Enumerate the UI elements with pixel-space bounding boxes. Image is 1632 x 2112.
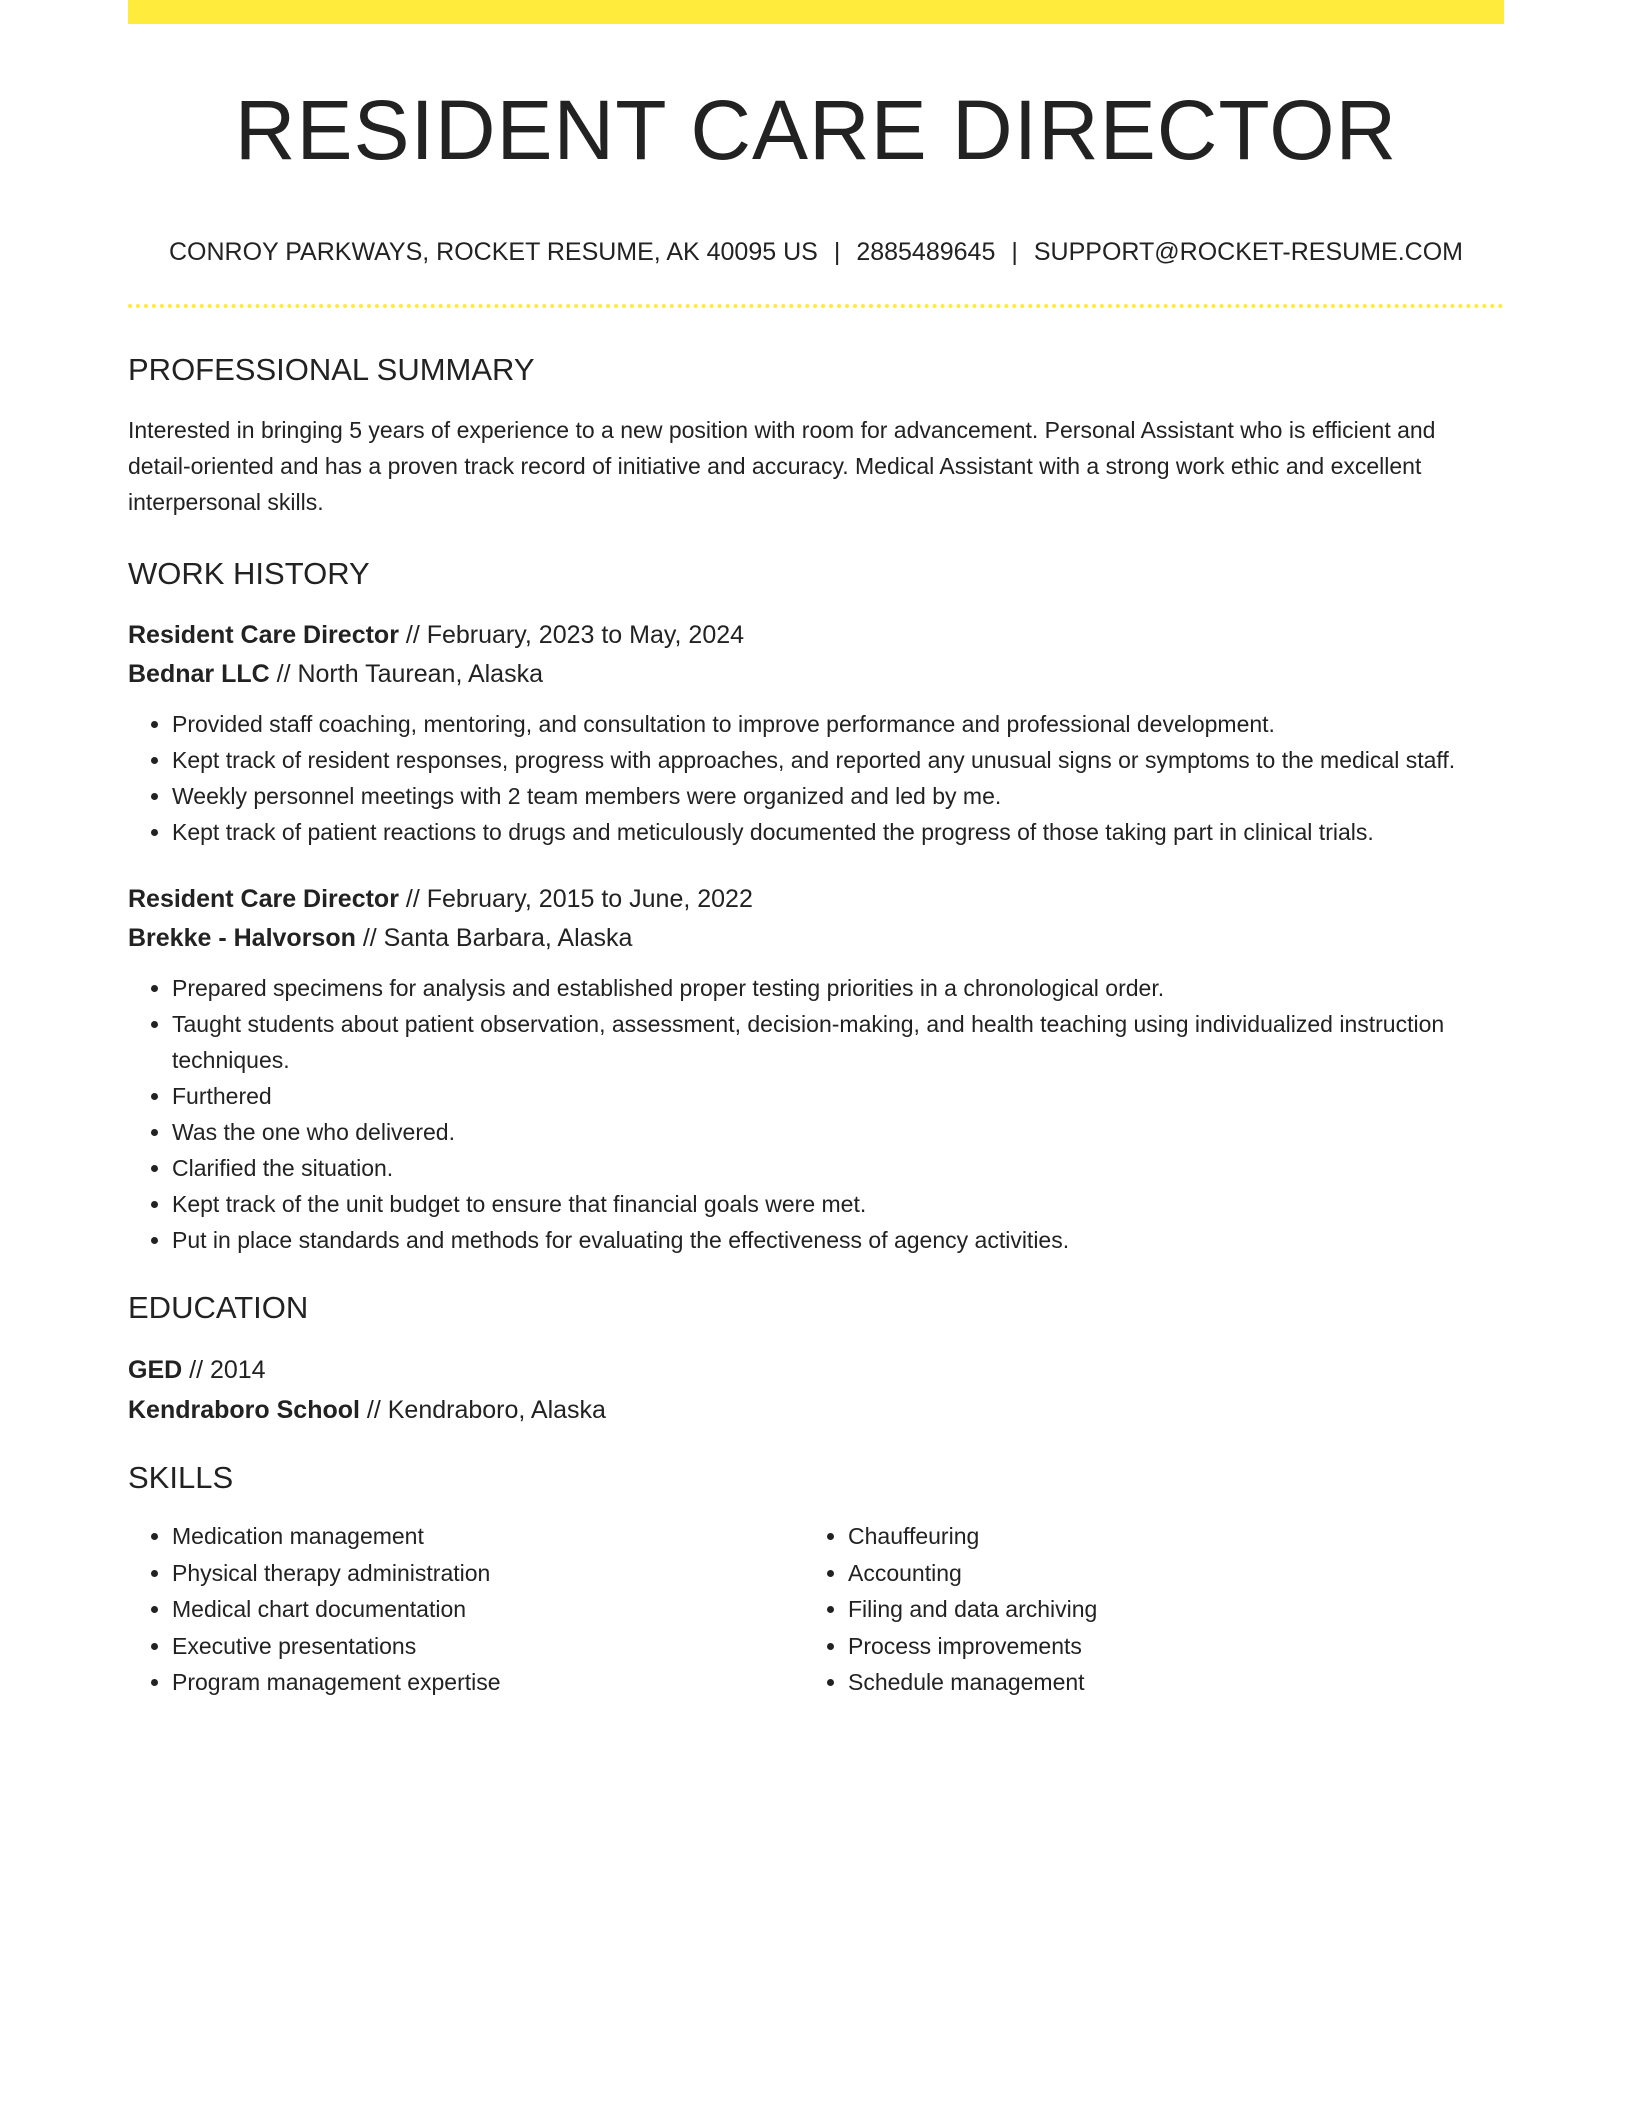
summary-text: Interested in bringing 5 years of experience to a new position with room for advancement. Personal Assistant who is efficient and detail-oriented and has a proven track record of initiative and accuracy. Medical Assistant with a strong work ethic and excellent interpersonal skills. (128, 417, 1436, 515)
skills-heading: SKILLS (128, 1460, 234, 1495)
list-item: • Process improvements (848, 1628, 1480, 1665)
list-item: • Chauffeuring (848, 1518, 1480, 1555)
job-company: Bednar LLC (128, 660, 270, 688)
education-location: // Kendraboro, Alaska (359, 1396, 606, 1424)
education-degree: GED (128, 1356, 183, 1384)
education-degree-line (128, 1350, 1504, 1390)
list-item: • Taught students about patient observation, assessment, decision-making, and health teaching using individualized instruction techniques. (172, 1006, 1504, 1078)
job-title-line (128, 880, 1504, 919)
job-company-line (128, 919, 1504, 958)
contact-line (128, 236, 1504, 268)
list-item: • Accounting (848, 1555, 1480, 1592)
list-item: • Filing and data archiving (848, 1591, 1480, 1628)
list-item: • Clarified the situation. (172, 1150, 1504, 1186)
education-school-line (128, 1390, 1504, 1430)
summary-heading: PROFESSIONAL SUMMARY (128, 352, 535, 387)
list-item: • Furthered (172, 1078, 1504, 1114)
list-item: • Was the one who delivered. (172, 1114, 1504, 1150)
list-item: • Kept track of patient reactions to drugs and meticulously documented the progress of those taking part in clinical trials. (172, 814, 1504, 850)
list-item: • Kept track of resident responses, progress with approaches, and reported any unusual signs or symptoms to the medical staff. (172, 742, 1504, 778)
list-item: • Medical chart documentation (172, 1591, 804, 1628)
list-item: • Provided staff coaching, mentoring, and consultation to improve performance and professional development. (172, 706, 1504, 742)
job-company-line (128, 655, 1504, 694)
job-company: Brekke - Halvorson (128, 924, 356, 952)
job-bullets (128, 706, 1504, 850)
dotted-divider (128, 304, 1504, 308)
education-heading: EDUCATION (128, 1290, 309, 1325)
education-school: Kendraboro School (128, 1396, 360, 1424)
contact-separator: | (1011, 238, 1018, 266)
list-item: • Physical therapy administration (172, 1555, 804, 1592)
list-item: • Kept track of the unit budget to ensure that financial goals were met. (172, 1186, 1504, 1222)
contact-email: SUPPORT@ROCKET-RESUME.COM (1033, 238, 1463, 266)
job-location: // Santa Barbara, Alaska (355, 924, 633, 952)
job-entry (128, 616, 1504, 694)
job-role: Resident Care Director (128, 885, 399, 913)
skills-column-right (804, 1518, 1480, 1701)
list-item: • Put in place standards and methods for evaluating the effectiveness of agency activities. (172, 1222, 1504, 1258)
job-location: // North Taurean, Alaska (269, 660, 543, 688)
contact-phone: 2885489645 (856, 238, 996, 266)
resume-name: RESIDENT CARE DIRECTOR (234, 83, 1398, 177)
contact-address: CONROY PARKWAYS, ROCKET RESUME, AK 40095 US (169, 238, 818, 266)
work-history-heading: WORK HISTORY (128, 556, 370, 591)
job-dates: // February, 2023 to May, 2024 (398, 621, 745, 649)
resume-content (128, 0, 1504, 1701)
education-year: // 2014 (182, 1356, 266, 1384)
list-item: • Schedule management (848, 1664, 1480, 1701)
job-title-line (128, 616, 1504, 655)
job-dates: // February, 2015 to June, 2022 (398, 885, 753, 913)
list-item: • Program management expertise (172, 1664, 804, 1701)
job-role: Resident Care Director (128, 621, 399, 649)
list-item: • Prepared specimens for analysis and established proper testing priorities in a chronological order. (172, 970, 1504, 1006)
skills-list (128, 1518, 1504, 1701)
list-item: • Executive presentations (172, 1628, 804, 1665)
skills-column-left (128, 1518, 804, 1701)
job-bullets (128, 970, 1504, 1258)
education-entry (128, 1350, 1504, 1430)
job-entry (128, 880, 1504, 958)
list-item: • Weekly personnel meetings with 2 team members were organized and led by me. (172, 778, 1504, 814)
contact-separator: | (833, 238, 841, 266)
list-item: • Medication management (172, 1518, 804, 1555)
